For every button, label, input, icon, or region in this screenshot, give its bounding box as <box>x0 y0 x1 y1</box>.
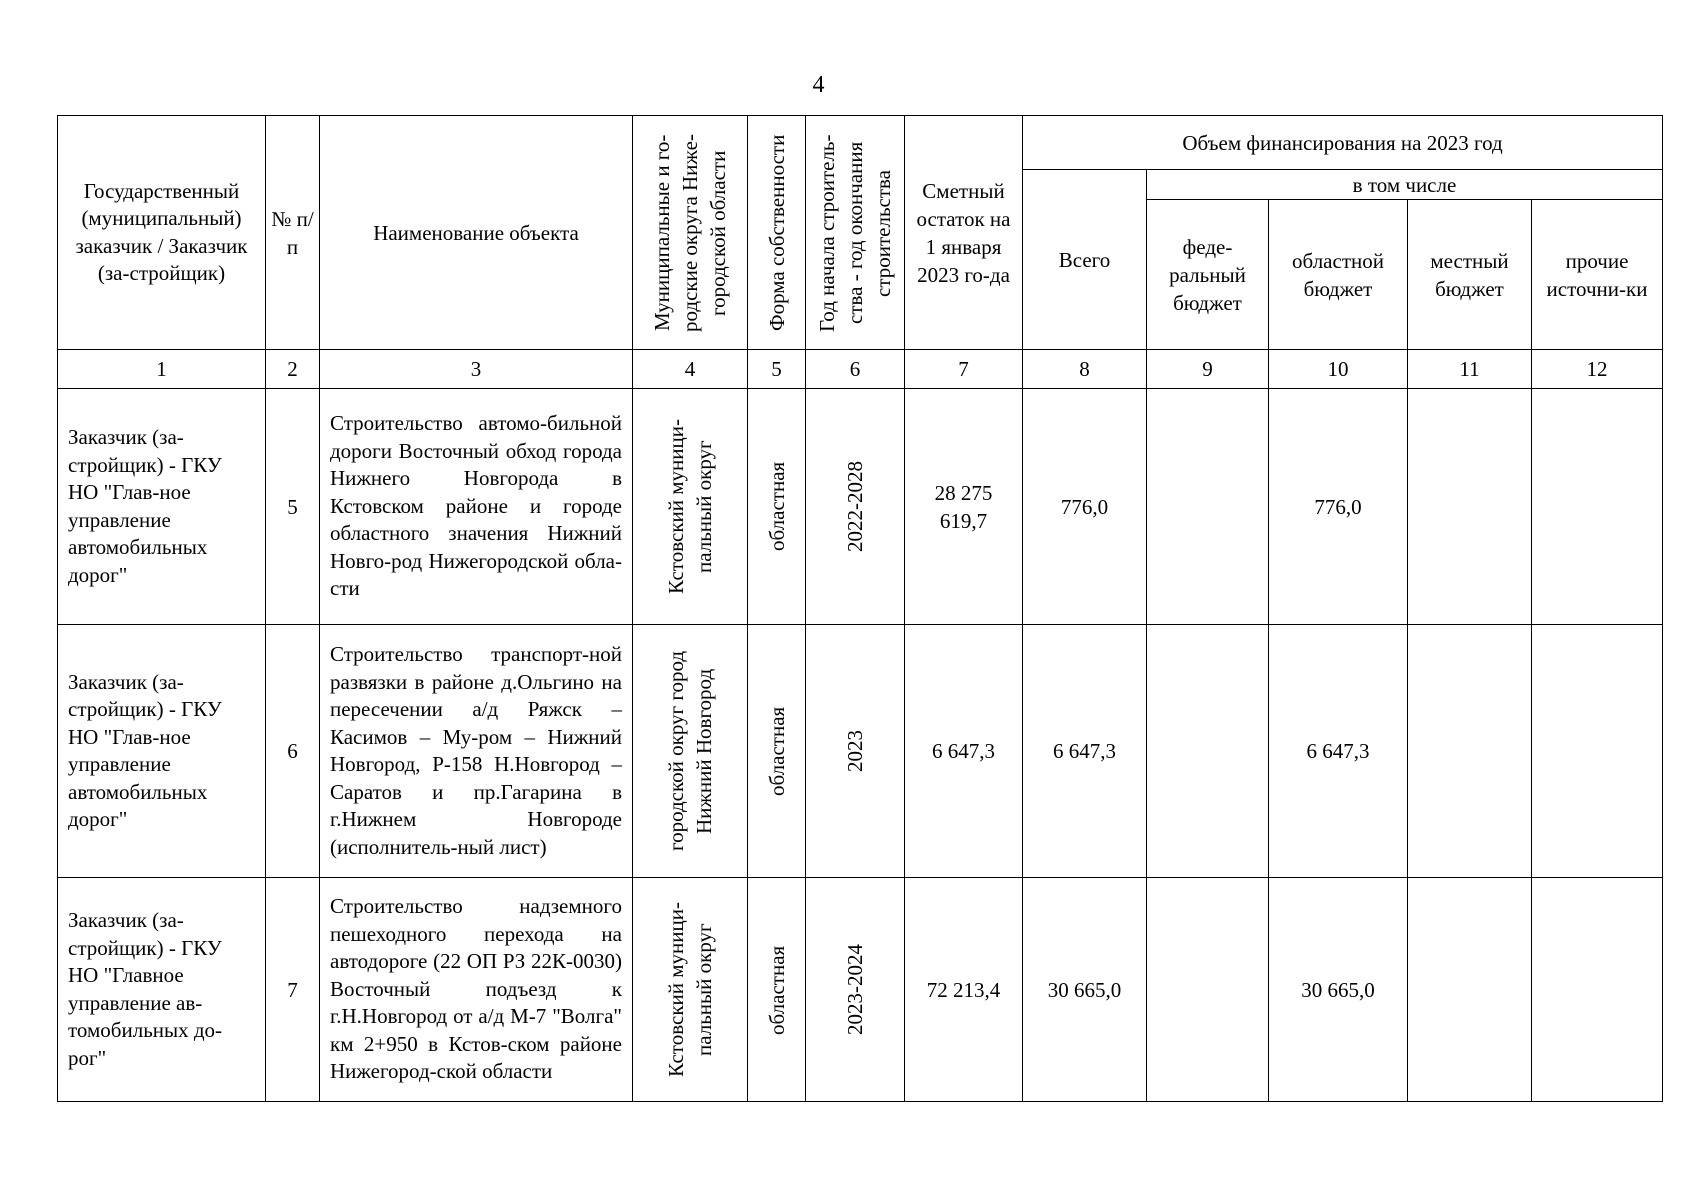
column-number: 1 <box>58 350 266 389</box>
cell-total: 776,0 <box>1023 389 1147 625</box>
column-number: 12 <box>1532 350 1663 389</box>
cell-local <box>1408 878 1532 1102</box>
header-federal: феде-ральный бюджет <box>1147 200 1269 350</box>
cell-customer: Заказчик (за-стройщик) - ГКУ НО "Главное управление ав-томобильных до-рог" <box>58 878 266 1102</box>
header-including: в том числе <box>1147 170 1663 200</box>
table-body <box>58 389 1663 1102</box>
cell-ownership: областная <box>748 878 806 1102</box>
cell-municipality: городской округ город Нижний Новгород <box>633 625 748 878</box>
cell-federal <box>1147 389 1269 625</box>
header-customer: Государственный (муниципальный) заказчик / Заказчик (за-стройщик) <box>58 116 266 350</box>
column-number: 2 <box>266 350 320 389</box>
header-object-name: Наименование объекта <box>320 116 633 350</box>
cell-other <box>1532 389 1663 625</box>
column-number: 7 <box>905 350 1023 389</box>
column-number: 8 <box>1023 350 1147 389</box>
page-number: 4 <box>812 72 825 98</box>
cell-federal <box>1147 878 1269 1102</box>
cell-local <box>1408 625 1532 878</box>
cell-years: 2022-2028 <box>806 389 905 625</box>
header-balance: Сметный остаток на 1 января 2023 го-да <box>905 116 1023 350</box>
cell-total: 6 647,3 <box>1023 625 1147 878</box>
cell-regional: 776,0 <box>1269 389 1408 625</box>
cell-regional: 30 665,0 <box>1269 878 1408 1102</box>
header-local: местный бюджет <box>1408 200 1532 350</box>
cell-regional: 6 647,3 <box>1269 625 1408 878</box>
header-no: № п/п <box>266 116 320 350</box>
header-municipality: Муниципальные и го-родские округа Ниже-городской области <box>633 116 748 350</box>
table-row <box>58 878 1663 1102</box>
table-row <box>58 625 1663 878</box>
column-number: 3 <box>320 350 633 389</box>
cell-ownership: областная <box>748 389 806 625</box>
column-number: 5 <box>748 350 806 389</box>
cell-total: 30 665,0 <box>1023 878 1147 1102</box>
cell-no: 6 <box>266 625 320 878</box>
column-numbers-row <box>58 350 1663 389</box>
cell-object-name: Строительство транспорт-ной развязки в районе д.Ольгино на пересечении а/д Ряжск – Касимов – Му-ром – Нижний Новгород, Р-158 Н.Новгород – Саратов и пр.Гагарина в г.Нижнем Новгороде (исполнитель-ный лист) <box>320 625 633 878</box>
cell-balance: 6 647,3 <box>905 625 1023 878</box>
cell-customer: Заказчик (за-стройщик) - ГКУ НО "Глав-ное управление автомобильных дорог" <box>58 389 266 625</box>
cell-no: 7 <box>266 878 320 1102</box>
cell-balance: 28 275 619,7 <box>905 389 1023 625</box>
cell-object-name: Строительство надземного пешеходного перехода на автодороге (22 ОП РЗ 22К-0030) Восточный подъезд к г.Н.Новгород от а/д М-7 "Волга" км 2+950 в Кстов-ском районе Нижегород-ской области <box>320 878 633 1102</box>
cell-municipality: Кстовский муници-пальный округ <box>633 389 748 625</box>
cell-ownership: областная <box>748 625 806 878</box>
cell-other <box>1532 625 1663 878</box>
header-years: Год начала строитель-ства - год окончания строительства <box>806 116 905 350</box>
table-header <box>58 116 1663 389</box>
financing-table <box>57 115 1663 1102</box>
cell-municipality: Кстовский муници-пальный округ <box>633 878 748 1102</box>
cell-object-name: Строительство автомо-бильной дороги Восточный обход города Нижнего Новгорода в Кстовском районе и городе областного значения Нижний Новго-род Нижегородской обла-сти <box>320 389 633 625</box>
cell-federal <box>1147 625 1269 878</box>
cell-other <box>1532 878 1663 1102</box>
header-total: Всего <box>1023 170 1147 350</box>
cell-years: 2023-2024 <box>806 878 905 1102</box>
header-ownership: Форма собственности <box>748 116 806 350</box>
cell-customer: Заказчик (за-стройщик) - ГКУ НО "Глав-ное управление автомобильных дорог" <box>58 625 266 878</box>
cell-balance: 72 213,4 <box>905 878 1023 1102</box>
column-number: 11 <box>1408 350 1532 389</box>
column-number: 10 <box>1269 350 1408 389</box>
table-row <box>58 389 1663 625</box>
cell-no: 5 <box>266 389 320 625</box>
column-number: 9 <box>1147 350 1269 389</box>
header-other: прочие источни-ки <box>1532 200 1663 350</box>
cell-years: 2023 <box>806 625 905 878</box>
header-financing: Объем финансирования на 2023 год <box>1023 116 1663 170</box>
header-regional: областной бюджет <box>1269 200 1408 350</box>
column-number: 4 <box>633 350 748 389</box>
column-number: 6 <box>806 350 905 389</box>
cell-local <box>1408 389 1532 625</box>
